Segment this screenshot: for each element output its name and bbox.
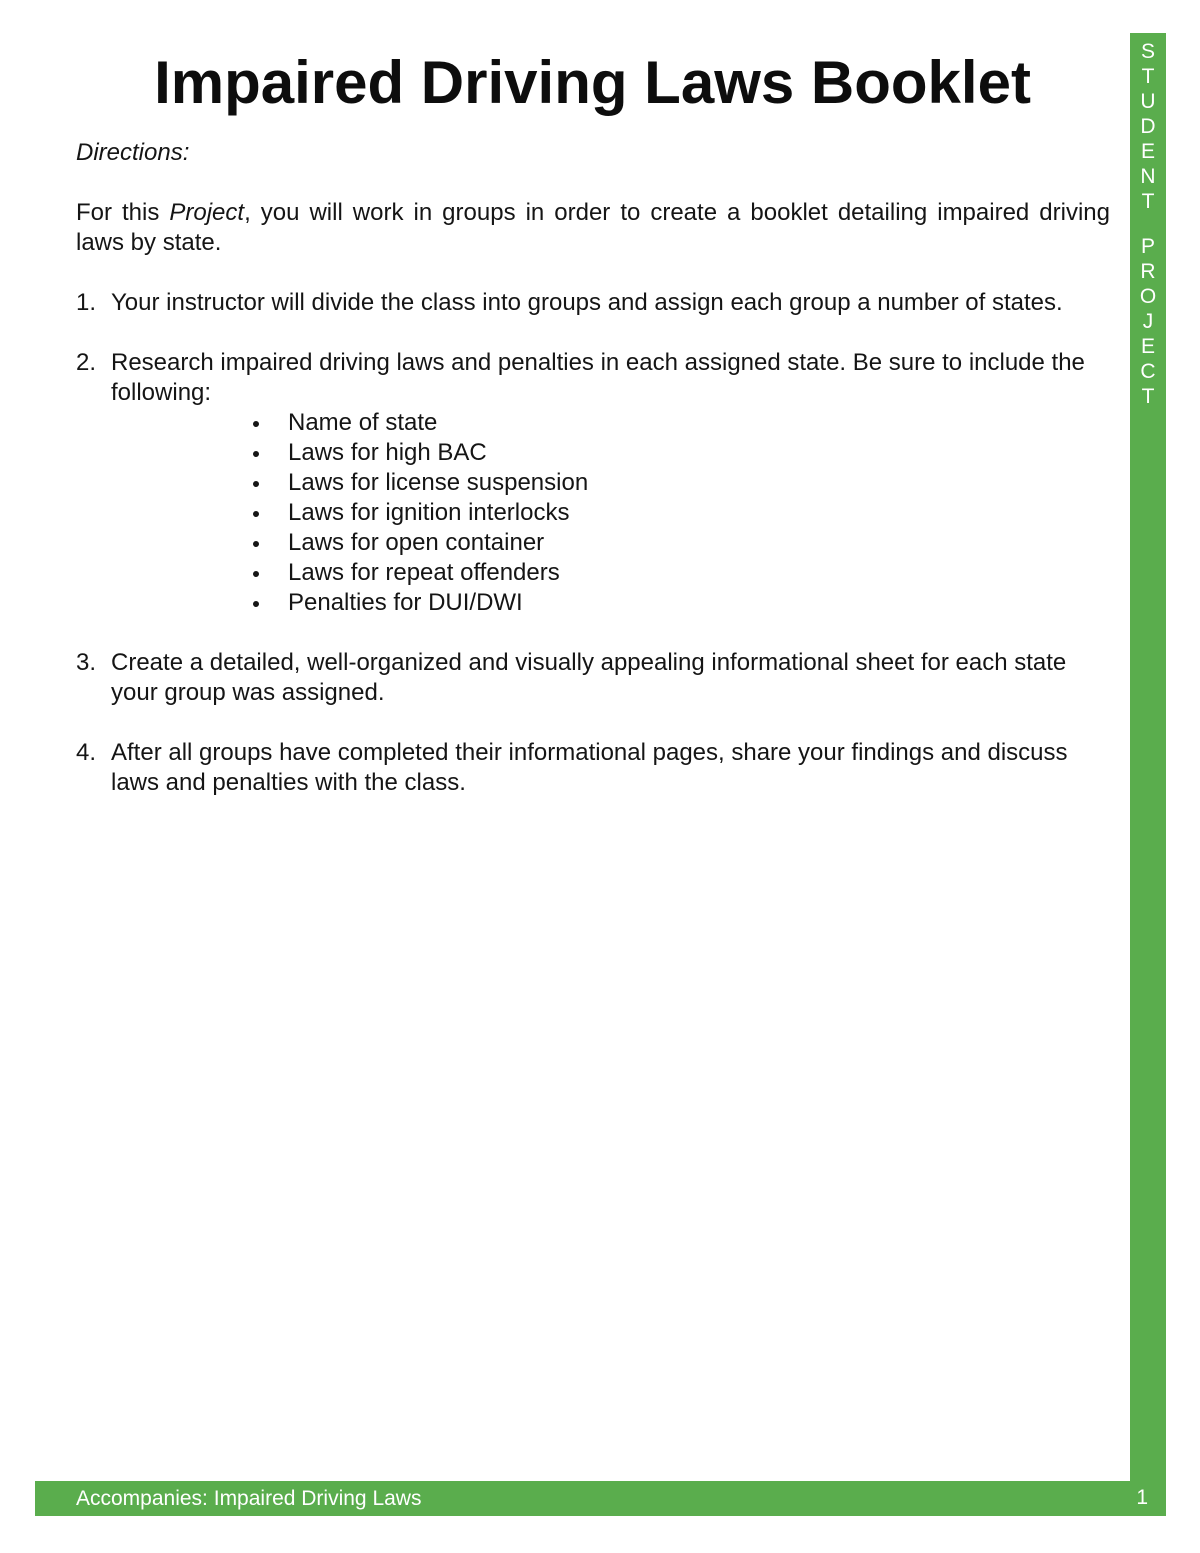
footer-bar (35, 1481, 1166, 1516)
step-2 (76, 348, 1110, 618)
side-letter: O (1139, 285, 1157, 308)
side-letter: S (1140, 40, 1155, 63)
side-letter: U (1140, 90, 1156, 113)
list-item: Laws for repeat offenders (253, 558, 1110, 588)
side-letter: P (1140, 235, 1155, 258)
intro-emphasis: Project (169, 199, 245, 226)
intro-paragraph (76, 198, 1110, 258)
step-3 (76, 648, 1110, 708)
step-number: 3. (76, 649, 97, 676)
step-number: 4. (76, 739, 97, 766)
document-body (76, 138, 1110, 828)
side-letter: C (1140, 360, 1156, 383)
step-4 (76, 738, 1110, 798)
side-label-student-project (1130, 39, 1166, 409)
footer-accompanies-text: Accompanies: Impaired Driving Laws (76, 1487, 422, 1510)
requirements-list (111, 408, 1110, 618)
page-number: 1 (1136, 1486, 1148, 1509)
list-item: Laws for license suspension (253, 468, 1110, 498)
list-item: Penalties for DUI/DWI (253, 588, 1110, 618)
list-item: Name of state (253, 408, 1110, 438)
step-number: 2. (76, 349, 97, 376)
side-letter: T (1141, 385, 1155, 408)
step-text: After all groups have completed their informational pages, share your findings and discuss laws and penalties with the class. (111, 739, 1068, 796)
side-letter: D (1140, 115, 1156, 138)
side-letter: E (1140, 140, 1155, 163)
step-1 (76, 288, 1110, 318)
step-number: 1. (76, 289, 97, 316)
side-letter: T (1141, 190, 1155, 213)
list-item: Laws for open container (253, 528, 1110, 558)
intro-text-before: For this (76, 199, 170, 226)
side-letter: J (1142, 310, 1154, 333)
side-bar (1130, 33, 1166, 1483)
side-letter: N (1140, 165, 1156, 188)
step-text: Research impaired driving laws and penalties in each assigned state. Be sure to include the following: (111, 349, 1085, 406)
list-item: Laws for high BAC (253, 438, 1110, 468)
step-text: Your instructor will divide the class into groups and assign each group a number of states. (111, 289, 1063, 316)
intro-text-after: , you will work in groups in order to create a booklet detailing impaired driving laws by state. (76, 199, 1110, 256)
side-letter: T (1141, 65, 1155, 88)
list-item: Laws for ignition interlocks (253, 498, 1110, 528)
directions-label: Directions: (76, 139, 190, 166)
side-letter: E (1140, 335, 1155, 358)
side-letter: R (1140, 260, 1156, 283)
step-text: Create a detailed, well-organized and visually appealing informational sheet for each state your group was assigned. (111, 649, 1067, 706)
page-title: Impaired Driving Laws Booklet (154, 49, 1031, 116)
